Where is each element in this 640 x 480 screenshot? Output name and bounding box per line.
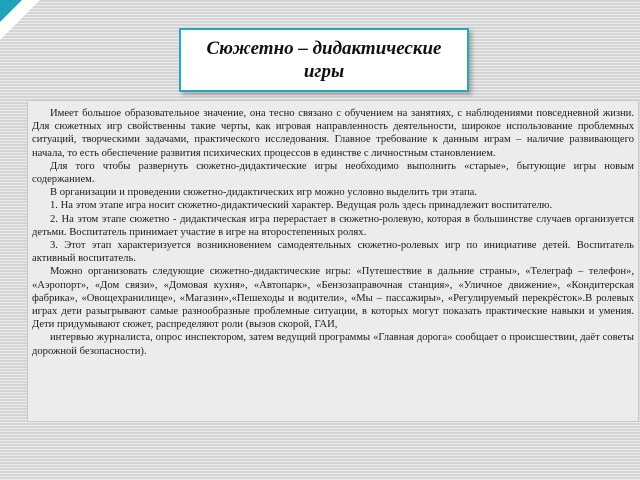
slide-title-line-2: игры xyxy=(303,61,345,82)
paragraph-intro: Имеет большое образовательное значение, она тесно связано с обучением на занятиях, с наблюдениями повседневной жизни. Для сюжетных игр свойственны такие черты, как игровая направленность деятельности, широкое использование проблемных ситуаций, творческими задачами, практического исследования. Главное требование к данным играм – наличие развивающего начала, то есть обеспечение развития психических процессов в единстве с личностным становлением. xyxy=(32,108,634,159)
paragraph-game-list: Можно организовать следующие сюжетно-дидактические игры: «Путешествие в дальние страны», «Телеграф – телефон», «Аэропорт», «Дом связи», «Домовая кухня», «Автопарк», «Бензозаправочная станция», «Уличное движение», «Кондитерская фабрика», «Овощехранилище», «Магазин»,«Пешеходы и водители», «Мы – пассажиры», «Регулируемый перекрёсток».В ролевых играх дети разыгрывают самые разнообразные проблемные ситуации, в которых могут показать практические навыки и умения. Дети придумывают сюжет, распределяют роли (вызов скорой, ГАИ, xyxy=(32,266,634,331)
paragraph-stage-3: 3. Этот этап характеризуется возникновением самодеятельных сюжетно-ролевых игр по инициативе детей. Воспитатель активный воспитатель. xyxy=(32,240,634,265)
paragraph-three-stages: В организации и проведении сюжетно-дидактических игр можно условно выделить три этапа. xyxy=(50,187,478,199)
body-text-panel xyxy=(27,100,639,422)
paragraph-old-games: Для того чтобы развернуть сюжетно-дидактические игры необходимо выполнить «старые», бытующие игры новым содержанием. xyxy=(32,160,634,186)
slide-title-box xyxy=(179,28,469,92)
slide-corner-accent xyxy=(0,0,22,22)
paragraph-interview: интервью журналиста, опрос инспектором, затем ведущий программы «Главная дорога» сообщает о происшествии, даёт советы дорожной безопасности). xyxy=(32,332,634,357)
paragraph-stage-2: 2. На этом этапе сюжетно - дидактическая игра перерастает в сюжетно-ролевую, которая в большинстве случаев организуется детьми. Воспитатель принимает участие в игре на второстепенных ролях. xyxy=(32,213,634,238)
slide-title-line-1: Сюжетно – дидактические xyxy=(206,38,442,59)
paragraph-stage-1: 1. На этом этапе игра носит сюжетно-дидактический характер. Ведущая роль здесь принадлежит воспитателю. xyxy=(50,200,553,212)
